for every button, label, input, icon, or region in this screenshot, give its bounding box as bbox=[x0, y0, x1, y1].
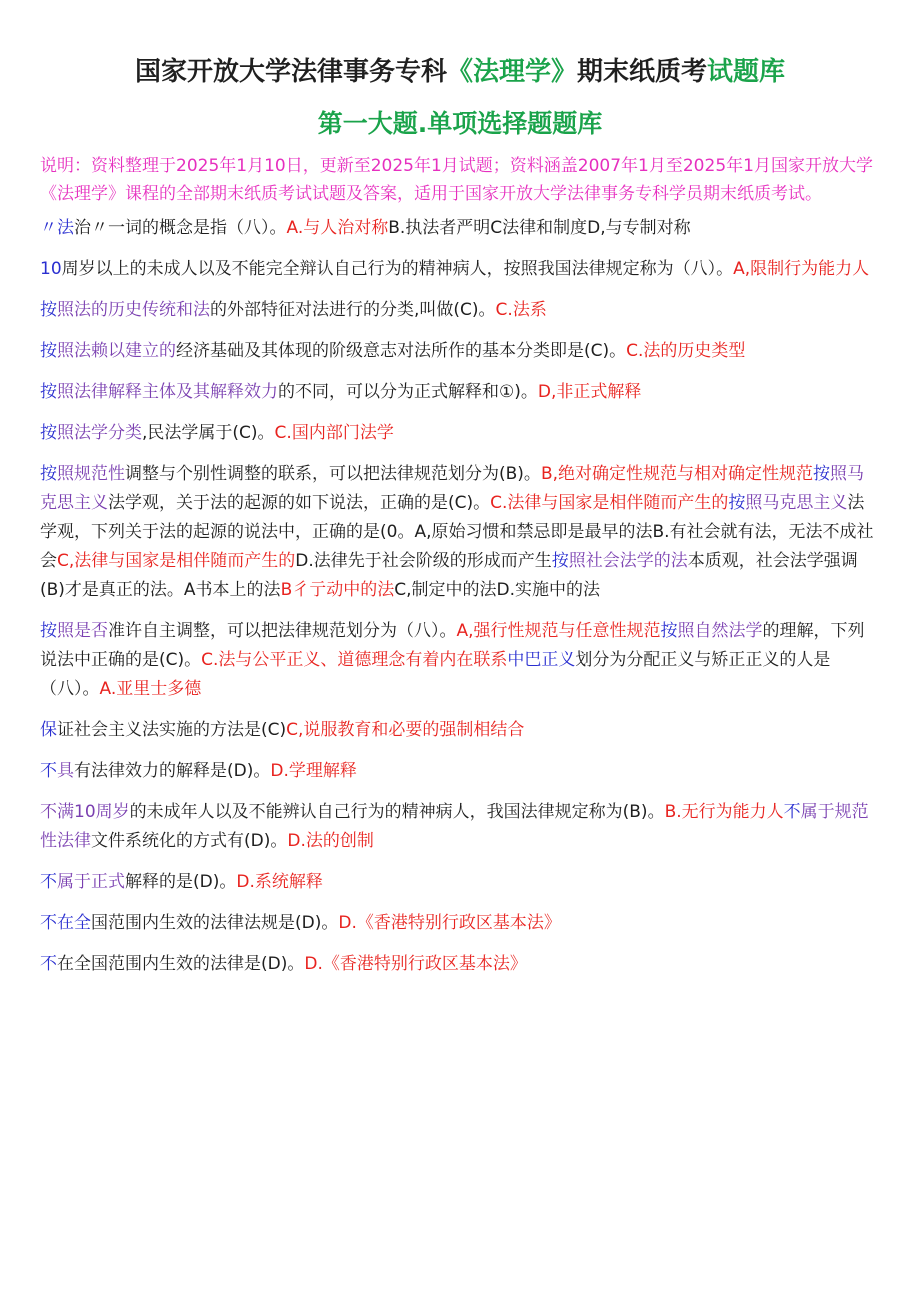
text-segment: A,限制行为能力人 bbox=[733, 259, 870, 279]
section-subtitle: 第一大题.单项选择题题库 bbox=[317, 109, 603, 138]
text-segment: 按 bbox=[40, 621, 57, 641]
text-segment: 照是否 bbox=[57, 621, 108, 641]
text-segment: 的未成年人以及不能辨认自己行为的精神病人，我国法律规定称为(B)。 bbox=[129, 802, 665, 822]
text-segment: 本质观，社会法学强调(B)才是真正的法。A书本上的法 bbox=[40, 551, 858, 600]
text-segment: C,说服教育和必要的强制相结合 bbox=[286, 720, 525, 740]
text-segment: 属于规范性法律 bbox=[40, 802, 869, 851]
text-segment: 法学观，关于法的起源的如下说法，正确的是(C)。 bbox=[108, 493, 491, 513]
text-segment: 国家开放大学法律事务专科 bbox=[134, 57, 447, 87]
question-item bbox=[40, 868, 880, 897]
text-segment: 照法律解释主体及其解释效力 bbox=[57, 382, 278, 402]
text-segment: 按 bbox=[40, 341, 57, 361]
text-segment: 证社会主义法实施的方法是(C) bbox=[57, 720, 287, 740]
text-segment: 按 bbox=[40, 300, 57, 320]
text-segment: B.执法者严明C法律和制度D,与专制对称 bbox=[388, 218, 691, 238]
text-segment: 具 bbox=[57, 761, 74, 781]
text-segment: 有法律效力的解释是(D)。 bbox=[74, 761, 271, 781]
text-segment: 按 bbox=[40, 464, 57, 484]
question-item bbox=[40, 378, 880, 407]
text-segment: 照马克思主义 bbox=[745, 493, 848, 513]
text-segment: 按 bbox=[728, 493, 746, 513]
question-item bbox=[40, 337, 880, 366]
text-segment: 照法赖以建立的 bbox=[57, 341, 176, 361]
text-segment: 期末纸质考 bbox=[577, 57, 708, 87]
text-segment: 法学观，下列关于法的起源的说法中，正确的是(0。A,原始习惯和禁忌即是最早的法B.有社会就有法，无法不成社会 bbox=[40, 493, 874, 571]
text-segment: A,强行性规范与任意性规范 bbox=[456, 621, 661, 641]
text-segment: 照法的历史传统和法 bbox=[57, 300, 210, 320]
text-segment: 不 bbox=[783, 802, 801, 822]
text-segment: 按 bbox=[551, 551, 569, 571]
text-segment: D,非正式解释 bbox=[537, 382, 642, 402]
text-segment: ,民法学属于(C)。 bbox=[142, 423, 275, 443]
text-segment: 按 bbox=[813, 464, 831, 484]
question-item bbox=[40, 460, 880, 605]
text-segment: C.法的历史类型 bbox=[626, 341, 746, 361]
text-segment: 划分为分配正义与矫正正义的人是（八）。 bbox=[40, 650, 831, 699]
description-note: 说明：资料整理于2025年1月10日，更新至2025年1月试题；资料涵盖2007年1月至2025年1月国家开放大学《法理学》课程的全部期末纸质考试试题及答案，适用于国家开放大学法律事务专科学员期末纸质考试。 bbox=[40, 156, 873, 204]
text-segment: 不 bbox=[40, 954, 57, 974]
text-segment: 按 bbox=[40, 423, 57, 443]
text-segment: 照马克思主义 bbox=[40, 464, 865, 513]
question-item bbox=[40, 716, 880, 745]
text-segment: C.法系 bbox=[495, 300, 547, 320]
question-item bbox=[40, 214, 880, 243]
text-segment: C.法与公平正义、道德理念有着内在联系 bbox=[201, 650, 508, 670]
text-segment: 照规范性 bbox=[57, 464, 125, 484]
text-segment: 照社会法学的法 bbox=[568, 551, 688, 571]
text-segment: D.《香港特别行政区基本法》 bbox=[338, 913, 561, 933]
question-list bbox=[40, 214, 880, 979]
question-item bbox=[40, 950, 880, 979]
question-item bbox=[40, 798, 880, 856]
text-segment: 不 bbox=[40, 761, 57, 781]
text-segment: C.法律与国家是相伴随而产生的 bbox=[490, 493, 729, 513]
text-segment: 试题库 bbox=[707, 57, 786, 87]
text-segment: 照自然法学 bbox=[677, 621, 763, 641]
question-item bbox=[40, 757, 880, 786]
text-segment: 按 bbox=[40, 382, 57, 402]
text-segment: 的外部特征对法进行的分类,叫做(C)。 bbox=[210, 300, 496, 320]
text-segment: 不在全 bbox=[40, 913, 91, 933]
question-item bbox=[40, 255, 880, 284]
text-segment: D.系统解释 bbox=[236, 872, 323, 892]
text-segment: 不满10周岁 bbox=[40, 802, 130, 822]
text-segment: A.与人治对称 bbox=[286, 218, 389, 238]
text-segment: B,绝对确定性规范与相对确定性规范 bbox=[540, 464, 814, 484]
text-segment: 准许自主调整，可以把法律规范划分为（八）。 bbox=[108, 621, 457, 641]
text-segment: A.亚里士多德 bbox=[99, 679, 202, 699]
text-segment: 按 bbox=[660, 621, 678, 641]
text-segment: B.无行为能力人 bbox=[664, 802, 784, 822]
text-segment: 不 bbox=[40, 872, 57, 892]
text-segment: B彳亍动中的法 bbox=[280, 580, 395, 600]
text-segment: 属于正式 bbox=[57, 872, 125, 892]
text-segment: D.《香港特别行政区基本法》 bbox=[304, 954, 527, 974]
question-item bbox=[40, 419, 880, 448]
text-segment: 解释的是(D)。 bbox=[125, 872, 237, 892]
text-segment: 《法理学》 bbox=[446, 57, 577, 87]
text-segment: 治〃一词的概念是指（八）。 bbox=[74, 218, 287, 238]
text-segment: 中巴正义 bbox=[507, 650, 576, 670]
question-item bbox=[40, 296, 880, 325]
text-segment: C,制定中的法D.实施中的法 bbox=[394, 580, 601, 600]
text-segment: 照法学分类 bbox=[57, 423, 142, 443]
text-segment: D.法律先于社会阶级的形成而产生 bbox=[295, 551, 552, 571]
text-segment: C,法律与国家是相伴随而产生的 bbox=[57, 551, 296, 571]
text-segment: 经济基础及其体现的阶级意志对法所作的基本分类即是(C)。 bbox=[176, 341, 627, 361]
question-item bbox=[40, 617, 880, 704]
text-segment: D.学理解释 bbox=[270, 761, 357, 781]
text-segment: 周岁以上的未成人以及不能完全辩认自己行为的精神病人，按照我国法律规定称为（八）。 bbox=[61, 259, 734, 279]
text-segment: 在全国范围内生效的法律是(D)。 bbox=[57, 954, 305, 974]
text-segment: 〃法 bbox=[40, 218, 74, 238]
text-segment: 的理解，下列说法中正确的是(C)。 bbox=[40, 621, 865, 670]
text-segment: C.国内部门法学 bbox=[274, 423, 394, 443]
text-segment: 10 bbox=[40, 259, 62, 279]
text-segment: 调整与个别性调整的联系，可以把法律规范划分为(B)。 bbox=[125, 464, 541, 484]
text-segment: 国范围内生效的法律法规是(D)。 bbox=[91, 913, 339, 933]
text-segment: D.法的创制 bbox=[287, 831, 374, 851]
text-segment: 文件系统化的方式有(D)。 bbox=[91, 831, 288, 851]
page-title bbox=[40, 52, 880, 92]
text-segment: 的不同，可以分为正式解释和①)。 bbox=[278, 382, 538, 402]
question-item bbox=[40, 909, 880, 938]
text-segment: 保 bbox=[40, 720, 57, 740]
